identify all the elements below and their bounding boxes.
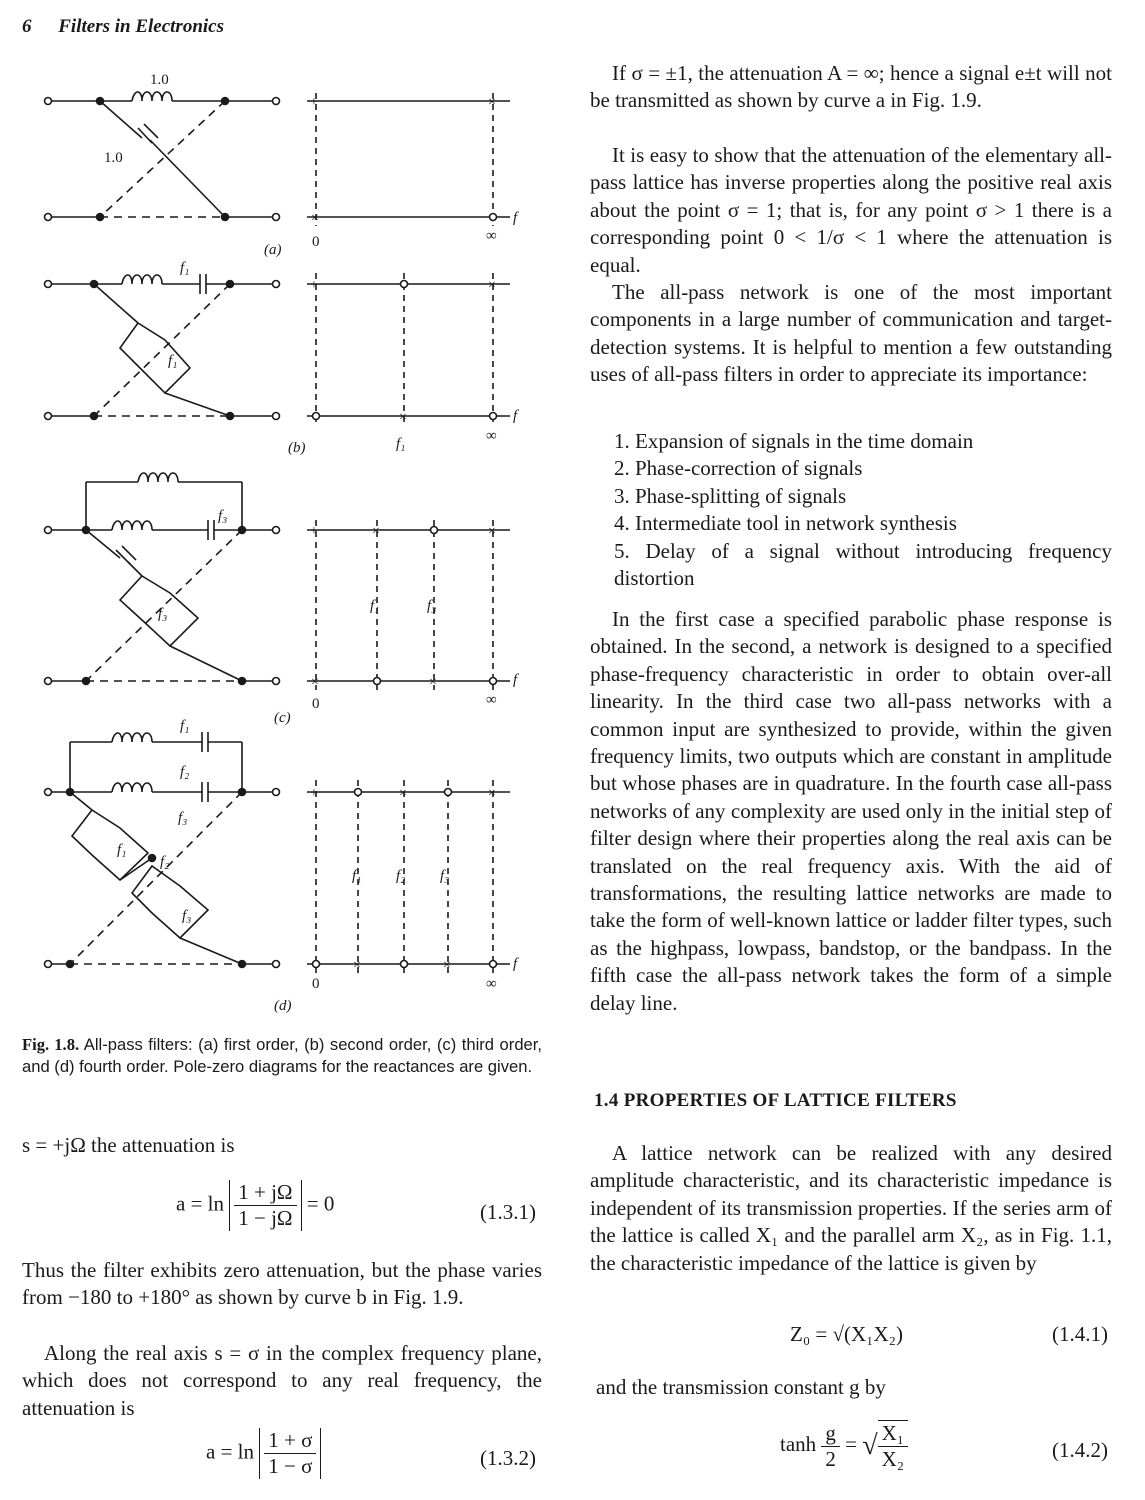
caption-text: All-pass filters: (a) first order, (b) second order, (c) third order, and (d) fourth order. Pole-zero diagrams for the reactances are given.	[22, 1035, 542, 1076]
circuit-d	[45, 732, 280, 968]
running-title: Filters in Electronics	[58, 16, 224, 37]
equation-1-4-1: Z₀ = √(X₁X₂)	[790, 1322, 903, 1346]
list-item: 5. Delay of a signal without introducing frequency distortion	[614, 538, 1112, 591]
right-para-3: The all-pass network is one of the most important components in a large number of communication and target-detection systems. It is helpful to mention a few outstanding uses of all-pass filters in order to appreciate its importance:	[590, 280, 1112, 387]
svg-text:×: ×	[353, 958, 361, 973]
uses-list	[590, 428, 1112, 592]
left-para-1: s = +jΩ the attenuation is	[22, 1133, 235, 1157]
right-para-1: If σ = ±1, the attenuation A = ∞; hence a signal e±t will not be transmitted as shown by curve a in Fig. 1.9.	[590, 61, 1112, 113]
svg-text:×: ×	[399, 410, 407, 425]
svg-text:×: ×	[311, 211, 319, 226]
list-item: 2. Phase-correction of signals	[614, 456, 863, 481]
svg-text:×: ×	[429, 675, 437, 690]
eq1-numerator: 1 + jΩ	[234, 1180, 296, 1206]
equation-number-1-3-2: (1.3.2)	[480, 1446, 536, 1470]
section-heading: 1.4 PROPERTIES OF LATTICE FILTERS	[594, 1090, 957, 1111]
pole-zero-a	[307, 93, 519, 250]
label-zero: 0	[312, 234, 320, 250]
label-1-0-capacitor: 1.0	[104, 150, 123, 166]
label-f-axis: f	[513, 956, 518, 972]
label-f1-b2: f₁	[168, 353, 178, 369]
equation-number-1-4-2: (1.4.2)	[1052, 1438, 1108, 1462]
label-infinity: ∞	[486, 976, 497, 992]
equation-1-4-2: tanh $\frac{g}{2}$ = √ $\frac{\text{X₁}}{\text{X₂}}$	[780, 1420, 908, 1472]
svg-text:+: +	[310, 95, 318, 110]
label-infinity: ∞	[486, 692, 497, 708]
label-f3-d1: f₃	[178, 810, 188, 826]
left-para-2: Thus the filter exhibits zero attenuation, but the phase varies from −180 to +180° as shown by curve b in Fig. 1.9.	[22, 1258, 542, 1310]
label-f3-axis-d: f₃	[440, 868, 450, 884]
label-f1-axis-c: f₁	[370, 598, 380, 614]
figure-caption	[22, 1034, 542, 1078]
eq2-lhs: a = ln	[206, 1439, 254, 1464]
equation-1-3-2	[206, 1428, 321, 1479]
svg-text:+: +	[310, 524, 318, 539]
label-f-axis: f	[513, 408, 518, 424]
list-item: 4. Intermediate tool in network synthesis	[614, 511, 957, 536]
eq4-radicand-numerator: X₁	[878, 1421, 909, 1447]
all-pass-filter-diagrams	[20, 58, 550, 1018]
svg-text:+: +	[310, 278, 318, 293]
label-f2-d2: f₂	[160, 854, 170, 870]
circuit-c	[45, 473, 280, 685]
label-a: (a)	[264, 242, 282, 258]
label-b: (b)	[288, 440, 306, 456]
eq4-numerator: g	[821, 1421, 840, 1447]
pole-zero-d	[307, 780, 519, 992]
eq1-rhs: = 0	[306, 1191, 335, 1216]
label-f2-d: f₂	[180, 764, 190, 780]
right-para-4: In the first case a specified parabolic phase response is obtained. In the second, a network is designed to a specified phase-frequency characteristic in order to obtain over-all linearity. In the third case two all-pass networks with a common input are synthesized to provide, within the given frequency limits, two outputs which are constant in amplitude but whose phases are in quadrature. In the fourth case all-pass networks of any complexity are used only in the initial step of filter design where their properties along the real axis can be translated on the real frequency axis. With the aid of transformations, the resulting lattice networks are made to take the form of well-known lattice or ladder filter types, such as the highpass, lowpass, bandstop, or the bandpass. In the fifth case the all-pass network takes the form of a simple delay line.	[590, 607, 1112, 1015]
figure-1-8	[20, 58, 550, 1023]
label-infinity: ∞	[486, 428, 497, 444]
svg-text:×: ×	[443, 958, 451, 973]
eq1-lhs: a = ln	[176, 1191, 224, 1216]
right-para-2: It is easy to show that the attenuation of the elementary all-pass lattice has inverse properties along the positive real axis about the point σ = 1; that is, for any point σ > 1 there is a corresponding point 0 < 1/σ < 1 where the attenuation is equal.	[590, 143, 1112, 277]
label-f1-axis-b: f₁	[396, 436, 406, 452]
right-para-6: and the transmission constant g by	[596, 1375, 886, 1399]
label-f2-axis-d: f₂	[396, 868, 406, 884]
equation-number-1-4-1: (1.4.1)	[1052, 1322, 1108, 1346]
svg-text:×: ×	[488, 786, 496, 801]
eq1-denominator: 1 − jΩ	[238, 1206, 293, 1230]
label-f1-d2: f₁	[117, 842, 127, 858]
label-d: (d)	[274, 998, 292, 1014]
label-f3-axis-c: f₃	[427, 598, 437, 614]
label-f-axis: f	[513, 672, 518, 688]
label-zero: 0	[312, 976, 320, 992]
equation-1-3-1	[176, 1180, 334, 1231]
eq4-equals: =	[845, 1431, 857, 1456]
page-number: 6	[22, 16, 32, 37]
circuit-b	[45, 274, 280, 420]
right-para-5: A lattice network can be realized with any desired amplitude characteristic, and its characteristic impedance is independent of its transmission properties. If the series arm of the lattice is called X₁ and the parallel arm X₂, as in Fig. 1.1, the characteristic impedance of the lattice is given by	[590, 1141, 1112, 1275]
eq2-numerator: 1 + σ	[264, 1428, 316, 1454]
equation-number-1-3-1: (1.3.1)	[480, 1200, 536, 1224]
label-f1-b1: f₁	[180, 260, 190, 276]
running-header	[22, 16, 224, 38]
svg-text:×: ×	[488, 524, 496, 539]
label-c: (c)	[274, 710, 291, 726]
label-f-axis: f	[513, 210, 518, 226]
svg-text:×: ×	[372, 524, 380, 539]
svg-text:×: ×	[488, 278, 496, 293]
pole-zero-b	[307, 273, 519, 452]
circuit-a	[45, 92, 280, 221]
label-f3-d2: f₃	[182, 908, 192, 924]
eq4-lhs: tanh	[780, 1431, 817, 1456]
label-f1-axis-d: f₁	[352, 868, 362, 884]
eq2-denominator: 1 − σ	[268, 1454, 313, 1478]
left-para-3: Along the real axis s = σ in the complex frequency plane, which does not correspond to any real frequency, the attenuation is	[22, 1341, 542, 1420]
caption-lead: Fig. 1.8.	[22, 1035, 80, 1054]
label-1-0-inductor: 1.0	[150, 72, 169, 88]
svg-text:+: +	[310, 786, 318, 801]
label-zero: 0	[312, 696, 320, 712]
eq4-radicand-denominator: X₂	[881, 1447, 905, 1471]
label-infinity: ∞	[486, 228, 497, 244]
list-item: 3. Phase-splitting of signals	[614, 483, 847, 508]
label-f1-d1: f₁	[180, 718, 190, 734]
label-f3-c2: f₃	[158, 606, 168, 622]
svg-text:×: ×	[311, 675, 319, 690]
label-f3-c1: f₃	[218, 508, 228, 524]
eq4-denominator: 2	[825, 1446, 836, 1471]
svg-text:×: ×	[399, 786, 407, 801]
pole-zero-c	[307, 520, 519, 712]
svg-text:×: ×	[488, 95, 496, 110]
list-item: 1. Expansion of signals in the time domain	[614, 429, 974, 453]
